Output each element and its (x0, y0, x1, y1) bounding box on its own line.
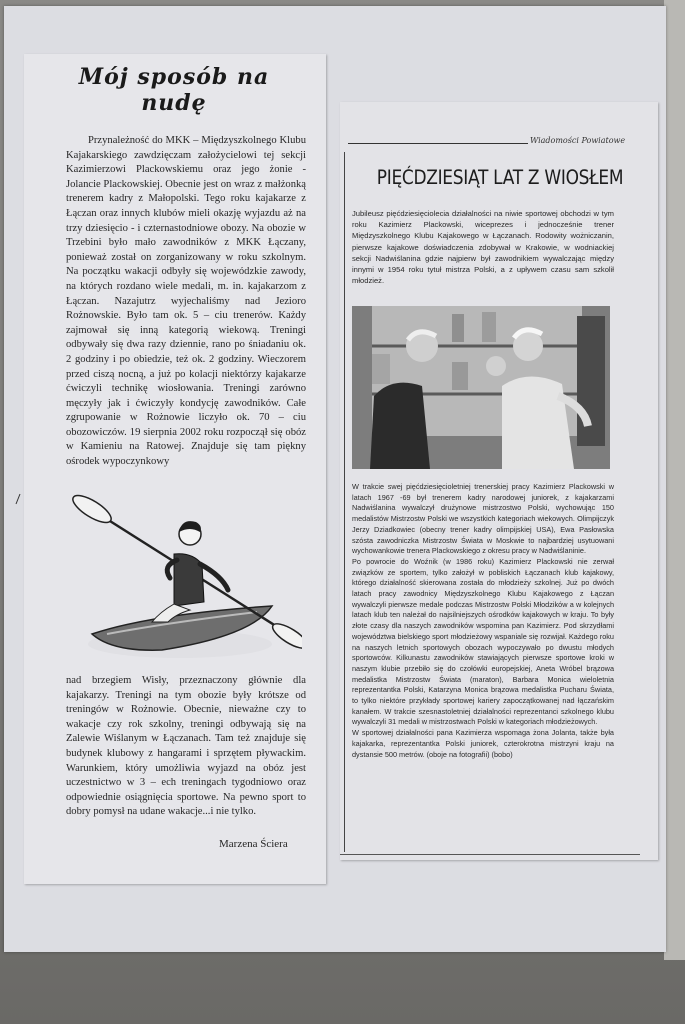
article-photo (352, 306, 610, 469)
right-article-title: PIĘĆDZIESIĄT LAT Z WIOSŁEM (376, 166, 624, 190)
right-article-paragraph: Po powrocie do Woźnik (w 1986 roku) Kazimierz Plackowski nie zerwał związków ze sportem, tylko założył w pobliskich Łączanach klub kajakowy, którego działalność skierowana została do młodzieży szkolnej. Już po dwóch latach pracy zawodnicy Międzyszkolnego Klubu Kajakowego z Łączan wywalczyli pierwsze medale podczas Mistrzostw Polski Młodzików a w kolejnych latach klub ten należał do najsilniejszych ośrodków kajakowych w kraju. To były złote czasy dla naszych zawodników wspomina pan Kazimierz. Pod skrzydłami województwa bielskiego sport młodzieżowy wspaniale się rozwijał. Każdego roku na naszych letnich sportowych obozach wypoczywało po dwustu młodych sportowców. Kilkunastu zawodników stawiających pierwsze sportowe kroki w naszym klubie przebiło się do czołówki europejskiej, Aneta Wróbel brązowa medalistka Mistrzostw Świata (maraton), Barbara Monica wieloletnia reprezentantka Polski, Katarzyna Monica brązowa medalistka Pucharu Świata, to tylko niektóre przykłady sportowej kariery zapoczątkowanej nad łączańskim kanałem. W trakcie szesnastoletniej działalności reprezentanci szkolnego klubu wywalczyli 31 medali w mistrzostwach Polski w kategoriach młodzieżowych. (352, 556, 614, 727)
board-edge (664, 0, 685, 960)
left-article-body-part1: Przynależność do MKK – Międzyszkolnego Klubu Kajakarskiego zawdzięczam założycielowi tej sekcji Kazimierzowi Plackowskiemu oraz jego żonie - Jolancie Plackowskiej. Obecnie jest on wraz z małżonką trenerem kadry z Małopolski. Tego roku kajakarze z Łączan oraz innych klubów mieli okazję wyjazdu aż na trzy dziesięcio - i czternastodniowe obozy. Na obozie w Trzebini było mało zawodników z MKK Łączany, ponieważ został on zorganizowany w roku szkolnym. Na początku wakacji odbyły się wojewódzkie zawody, na których rozdano wiele medali, m. in. kajakarzom z Łączan. Nazajutrz wyjechaliśmy nad Jezioro Rożnowskie. Było tam ok. 5 – ciu trenerów. Każdy zajmował się inną kategorią wiekową. Treningi odbywały się dwa razy dziennie, rano po śniadaniu ok. 2 godziny i po obiedzie, też ok. 2 godziny. Wieczorem przed ciszą nocną, a już po kolacji niektórzy kajakarze ćwiczyli technikę wiosłowania. Treningi zarówno męczyły jak i ćwiczyły kondycję zawodników. Całe zgrupowanie w Rożnowie liczyło ok. 70 – ciu obozowiczów. 19 sierpnia 2002 roku rozpoczął się obóz w Kamieniu na Ratowej. Znajduje się tam piękny ośrodek wypoczynkowy (66, 135, 306, 468)
right-article-paragraph: W sportowej działalności pana Kazimierza wspomaga żona Jolanta, także była kajakarka, reprezentantka Polski juniorek, czterokrotna mistrzyni kraju na dystansie 500 metrów. (oboje na fotografii) (bobo) (352, 728, 614, 759)
newspaper-source: Wiadomości Powiatowe (530, 136, 626, 145)
column-rule (344, 152, 345, 852)
left-article-clipping (24, 54, 326, 884)
left-article-body-part2: nad brzegiem Wisły, przeznaczony głównie dla kajakarzy. Treningi na tym obozie były krótsze od treningów w Rożnowie. Obecnie, nieważne czy to wakacje czy rok szkolny, treningi odbywają się na Zalewie Wiślanym w Łączanach. Tam też znajduje się budynek klubowy z hangarami i sprzętem pływackim. Warunkiem, który umożliwia wyjazd na obóz jest uczestnictwo w 3 – ech treningach tygodniowo oraz odpowiednie osiągnięcia sportowe. Na pewno sport to dobry pomysł na udane wakacje...i nie tylko. (66, 675, 306, 818)
right-article-body (352, 482, 614, 760)
left-article-title: Mój sposób na nudę (78, 64, 270, 116)
header-rule (348, 143, 528, 144)
right-article-clipping (340, 102, 658, 860)
kayak-illustration (62, 494, 302, 664)
right-article-lead: Jubileusz pięćdziesięciolecia działalności na niwie sportowej obchodzi w tym roku Kazimierz Plackowski, wiceprezes i jednocześnie trener Międzyszkolnego Klubu Kajakowego w Łączanach. Rodowity wożniczanin, pierwsze kajakowe doświadczenia zdobywał w Krakowie, w wodniackiej sekcji Nadwiślanina gdzie najpierw był zawodnikiem wywalczając między innymi w 1954 roku tytuł mistrza Polski, a z upływem czasu sam szkolił młodzież. (352, 209, 614, 286)
right-article-paragraph: W trakcie swej pięćdziesięcioletniej trenerskiej pracy Kazimierz Plackowski w latach 1967 -69 był trenerem kadry narodowej juniorek, z kajakarzami Nadwiślanina wywalczył drużynowe mistrzostwo Polski, wychowując 150 medalistów Mistrzostw Polski we wszystkich kategoriach wiekowych. Olimpijczyk Jerzy Dziadkowiec (obecny trener kadry olimpijskiej USA), Ewa Pasłowska szósta zawodniczka Mistrzostw Świata w Moskwie to najbardziej usytuowani wychowankowie trenera Plackowskiego z okresu pracy w Nadwiślaninie. (352, 482, 614, 556)
bottom-rule (340, 854, 640, 855)
left-article-author: Marzena Ściera (219, 838, 288, 850)
pen-mark (14, 492, 24, 506)
